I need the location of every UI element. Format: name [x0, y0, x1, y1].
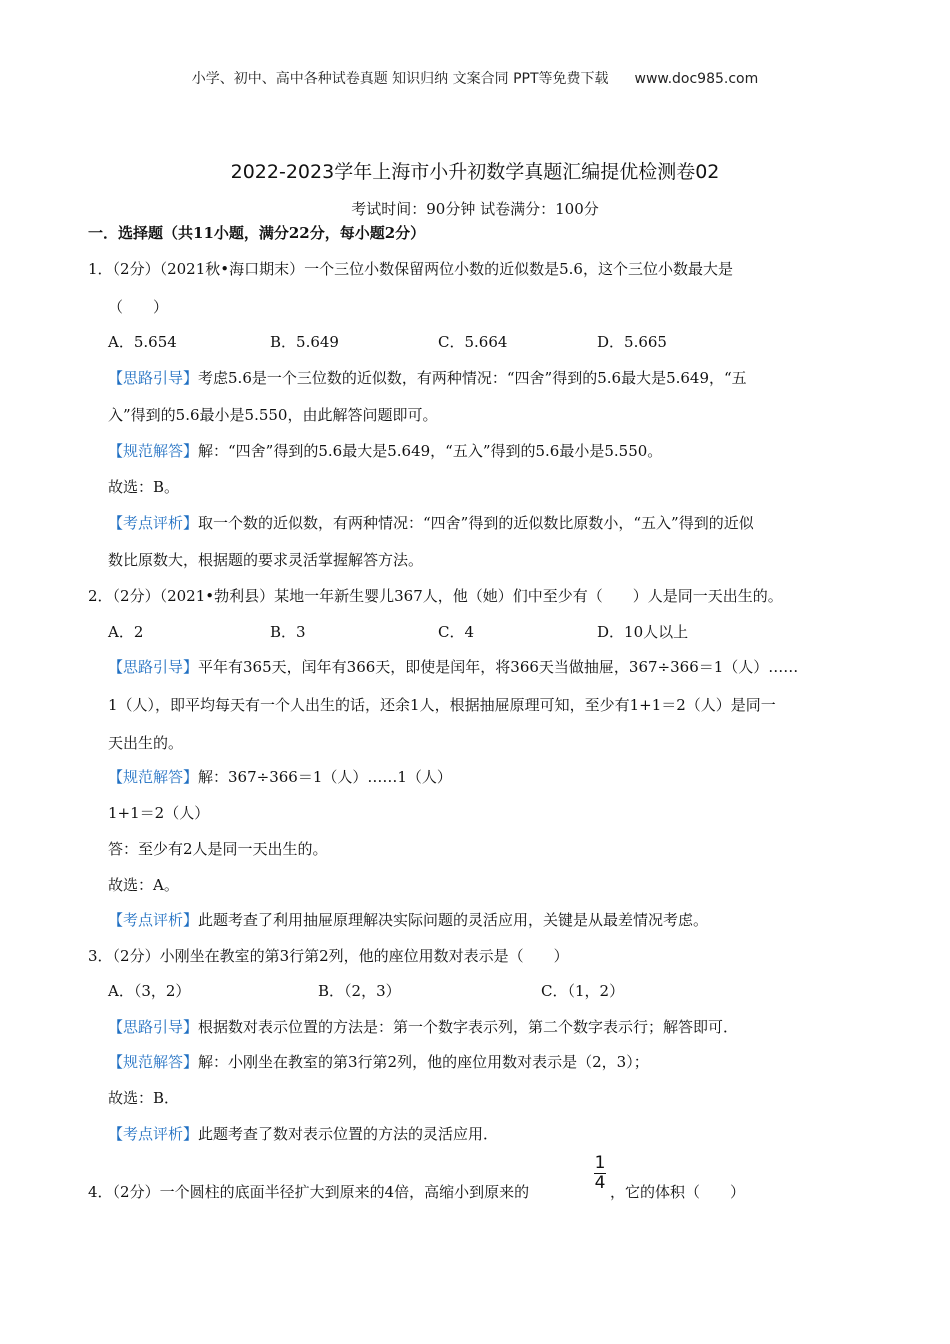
q1-option-d: D．5.665	[597, 333, 667, 351]
answer-tag: 【规范解答】	[108, 442, 199, 460]
exam-info: 考试时间：90分钟 试卷满分：100分	[351, 200, 599, 218]
q2-choice: 故选：A。	[108, 876, 179, 894]
q3-option-c: C．（1，2）	[541, 982, 625, 1000]
section-heading: 一．选择题（共11小题，满分22分，每小题2分）	[88, 224, 426, 242]
q2-option-d: D．10人以上	[597, 623, 689, 641]
page-title: 2022-2023学年上海市小升初数学真题汇编提优检测卷02	[230, 161, 720, 183]
review-tag: 【考点评析】	[108, 514, 199, 532]
q1-option-a: A．5.654	[108, 333, 177, 351]
q1-guide-cont: 入”得到的5.6最小是5.550，由此解答问题即可。	[108, 406, 438, 424]
q1-stem-blank: （ ）	[108, 298, 169, 316]
q1-answer: 【规范解答】解：“四舍”得到的5.6最大是5.649，“五入”得到的5.6最小是5.550。	[108, 442, 663, 460]
q2-guide-cont: 1（人），即平均每天有一个人出生的话，还余1人，根据抽屉原理可知，至少有1+1＝2（人）是同一	[108, 696, 776, 714]
q3-review: 【考点评析】此题考查了数对表示位置的方法的灵活应用．	[108, 1125, 499, 1143]
header-text: 小学、初中、高中各种试卷真题 知识归纳 文案合同 PPT等免费下载	[191, 71, 609, 87]
q3-stem: 3．（2分）小刚坐在教室的第3行第2列，他的座位用数对表示是（ ）	[88, 947, 569, 965]
header-url[interactable]: www.doc985.com	[634, 71, 759, 87]
q4-fraction	[592, 1154, 608, 1192]
q2-answer: 【规范解答】解：367÷366＝1（人）……1（人）	[108, 768, 452, 786]
fraction-numerator: 1	[594, 1153, 606, 1173]
q1-choice: 故选：B。	[108, 478, 180, 496]
q2-option-b: B．3	[270, 623, 306, 641]
q3-option-a: A．（3，2）	[108, 982, 191, 1000]
q2-option-a: A．2	[108, 623, 144, 641]
q1-guide: 【思路引导】考虑5.6是一个三位数的近似数，有两种情况：“四舍”得到的5.6最大是5.649，“五	[108, 369, 747, 387]
q3-guide: 【思路引导】根据数对表示位置的方法是：第一个数字表示列，第二个数字表示行；解答即可．	[108, 1018, 739, 1036]
guide-tag: 【思路引导】	[108, 369, 199, 387]
q2-guide-cont2: 天出生的。	[108, 734, 184, 752]
page-header	[0, 68, 950, 88]
q3-option-b: B．（2，3）	[318, 982, 401, 1000]
q1-option-b: B．5.649	[270, 333, 339, 351]
q4-stem-part1: 4．（2分）一个圆柱的底面半径扩大到原来的4倍，高缩小到原来的	[88, 1183, 530, 1201]
q1-review-cont: 数比原数大，根据题的要求灵活掌握解答方法。	[108, 551, 424, 569]
q1-review: 【考点评析】取一个数的近似数，有两种情况：“四舍”得到的近似数比原数小，“五入”得到的近似	[108, 514, 754, 532]
q2-stem: 2．（2分）（2021•勃利县）某地一年新生婴儿367人，他（她）们中至少有（ ）人是同一天出生的。	[88, 587, 783, 605]
q2-calc: 1+1＝2（人）	[108, 804, 210, 822]
q3-choice: 故选：B．	[108, 1089, 180, 1107]
q2-option-c: C．4	[438, 623, 475, 641]
q4-stem-part2: ，它的体积（ ）	[610, 1183, 746, 1201]
q3-answer: 【规范解答】解：小刚坐在教室的第3行第2列，他的座位用数对表示是（2，3）；	[108, 1053, 649, 1071]
q2-reply: 答：至少有2人是同一天出生的。	[108, 840, 328, 858]
q1-stem: 1．（2分）（2021秋•海口期末）一个三位小数保留两位小数的近似数是5.6，这个三位小数最大是	[88, 260, 733, 278]
q2-guide: 【思路引导】平年有365天，闰年有366天，即使是闰年，将366天当做抽屉，367÷366＝1（人）……	[108, 658, 799, 676]
q1-option-c: C．5.664	[438, 333, 508, 351]
q2-review: 【考点评析】此题考查了利用抽屉原理解决实际问题的灵活应用，关键是从最差情况考虑。	[108, 911, 709, 929]
fraction-denominator: 4	[594, 1173, 606, 1193]
